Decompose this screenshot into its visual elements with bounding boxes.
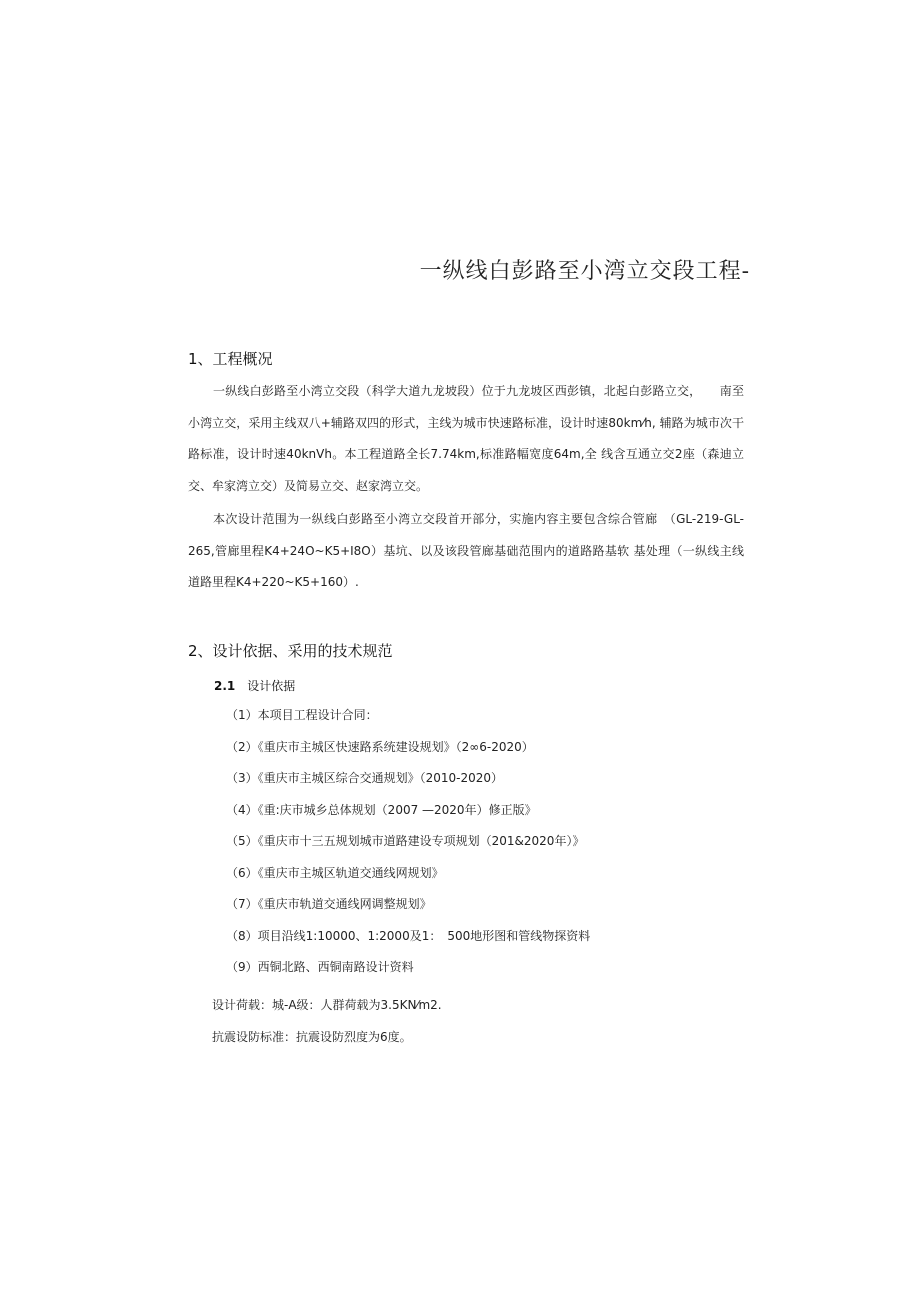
list-item: （2）《重庆市主城区快速路系统建设规划》（2∞6-2020） <box>226 739 534 754</box>
list-item: （1）本项目工程设计合同： <box>226 708 378 722</box>
subsection-2-1-heading <box>214 677 295 694</box>
list-item: （7）《重庆市轨道交通线网调整规划》 <box>226 897 432 911</box>
seismic-standard-note: 抗震设防标准：抗震设防烈度为6度。 <box>212 1030 412 1044</box>
design-load-note: 设计荷载：城-A级：人群荷载为3.5KN⁄m2. <box>212 998 442 1012</box>
document-title: 一纵线白彭路至小湾立交段工程- <box>419 259 750 284</box>
list-item: （9）西铜北路、西铜南路设计资料 <box>226 960 414 974</box>
subsection-number: 2.1 <box>214 679 236 693</box>
list-item: （4）《重:庆市城乡总体规划（2007 —2020年）修正版》 <box>226 802 537 817</box>
section-1-heading: 1、工程概况 <box>188 350 273 368</box>
section-2-heading: 2、设计依据、采用的技术规范 <box>188 642 393 660</box>
list-item: （5）《重庆市十三五规划城市道路建设专项规划（201&2020年）》 <box>226 834 585 848</box>
section-1-paragraph-2: 本次设计范围为一纵线白彭路至小湾立交段首开部分，实施内容主要包含综合管廊 （GL-219-GL-265,管廊里程K4+24O~K5+I8O）基坑、以及该段管廊基础范围内的道路路基软 基处理（一纵线主线道路里程K4+220~K5+160）. <box>188 512 744 590</box>
list-item: （3）《重庆市主城区综合交通规划》（2010-2020） <box>226 771 504 785</box>
section-1-paragraph-1: 一纵线白彭路至小湾立交段（科学大道九龙坡段）位于九龙坡区西彭镇，北起白彭路立交， 南至小湾立交，采用主线双八+辅路双四的形式，主线为城市快速路标准，设计时速80km⁄h, 辅路为城市次干路标准，设计时速40knVh。本工程道路全长7.74km,标准路幅宽度64m,全 线含互通立交2座（森迪立交、牟家湾立交）及简易立交、赵家湾立交。 <box>188 384 744 494</box>
subsection-title: 设计依据 <box>247 679 296 693</box>
list-item: （8）项目沿线1:10000、1:2000及1： 500地形图和管线物探资料 <box>226 928 591 943</box>
design-basis-list <box>226 700 590 984</box>
list-item: （6）《重庆市主城区轨道交通线网规划》 <box>226 865 444 880</box>
